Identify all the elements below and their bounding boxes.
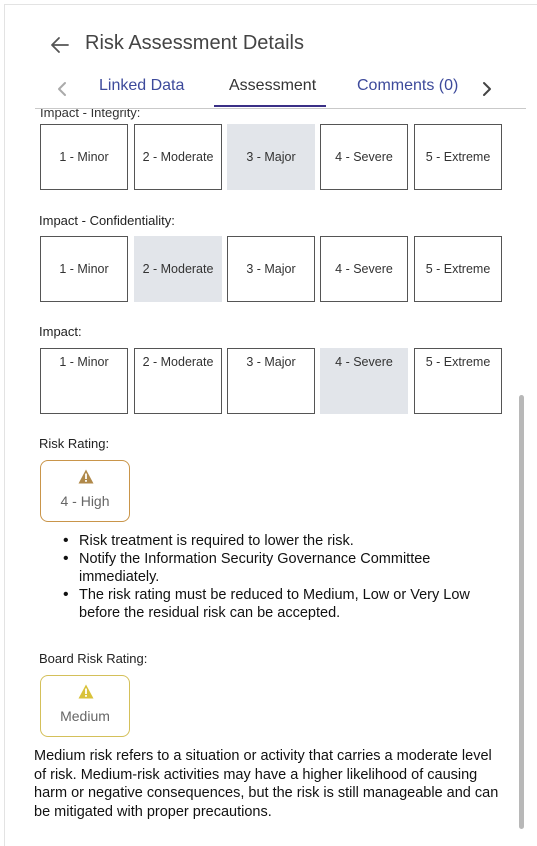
tab-linked-data[interactable]: Linked Data [99, 77, 185, 94]
section-label-cut: Impact - Integrity: [40, 109, 141, 120]
scale-option[interactable]: 1 - Minor [40, 348, 128, 414]
scale-row-3 [40, 348, 502, 414]
risk-assessment-panel [4, 4, 537, 846]
board-risk-rating-badge [40, 675, 130, 737]
tab-assessment[interactable]: Assessment [229, 77, 317, 94]
tab-bar [5, 71, 537, 109]
scale-option[interactable]: 4 - Severe [320, 348, 408, 414]
scale-option[interactable]: 3 - Major [227, 124, 315, 190]
scale-row-1 [40, 124, 502, 190]
scale-option[interactable]: 2 - Moderate [134, 236, 222, 302]
scale-option[interactable]: 2 - Moderate [134, 348, 222, 414]
scale-option[interactable]: 1 - Minor [40, 124, 128, 190]
arrow-left-icon [49, 34, 71, 56]
risk-rating-guidance-list [63, 532, 483, 622]
scale-option[interactable]: 5 - Extreme [414, 124, 502, 190]
active-tab-indicator [214, 105, 326, 107]
header [5, 5, 537, 61]
scale-option[interactable]: 5 - Extreme [414, 236, 502, 302]
scale-option[interactable]: 1 - Minor [40, 236, 128, 302]
scale-option[interactable]: 3 - Major [227, 348, 315, 414]
scale-row-2 [40, 236, 502, 302]
page-title: Risk Assessment Details [85, 32, 304, 54]
section-label-board-risk-rating: Board Risk Rating: [39, 651, 148, 666]
assessment-content [5, 109, 537, 846]
board-risk-rating-value: Medium [60, 708, 110, 724]
warning-icon [78, 469, 94, 484]
tab-comments[interactable]: Comments (0) [357, 77, 459, 94]
section-label-impact: Impact: [39, 324, 82, 339]
chevron-right-icon [478, 79, 494, 99]
back-button[interactable] [49, 34, 71, 56]
scale-option[interactable]: 5 - Extreme [414, 348, 502, 414]
tab-scroll-left-button[interactable] [55, 79, 71, 99]
scale-option[interactable]: 3 - Major [227, 236, 315, 302]
section-label-confidentiality: Impact - Confidentiality: [39, 213, 175, 228]
scale-option[interactable]: 2 - Moderate [134, 124, 222, 190]
scrollbar[interactable] [519, 395, 524, 829]
chevron-left-icon [55, 79, 71, 99]
risk-rating-badge [40, 460, 130, 522]
tab-scroll-right-button[interactable] [478, 79, 494, 99]
risk-rating-value: 4 - High [60, 493, 110, 509]
scale-option[interactable]: 4 - Severe [320, 124, 408, 190]
section-label-risk-rating: Risk Rating: [39, 436, 110, 451]
scale-option[interactable]: 4 - Severe [320, 236, 408, 302]
list-item: • Risk treatment is required to lower the risk. [63, 532, 483, 550]
board-risk-description: Medium risk refers to a situation or activity that carries a moderate level of risk. Medium-risk activities may have a higher likelihood of causing harm or negative consequences, but the risk is still manageable and can be mitigated with proper precautions. [34, 748, 499, 820]
list-item: • Notify the Information Security Governance Committee immediately. [63, 550, 483, 586]
list-item: • The risk rating must be reduced to Medium, Low or Very Low before the residual risk can be accepted. [63, 586, 483, 622]
warning-icon [78, 684, 94, 699]
